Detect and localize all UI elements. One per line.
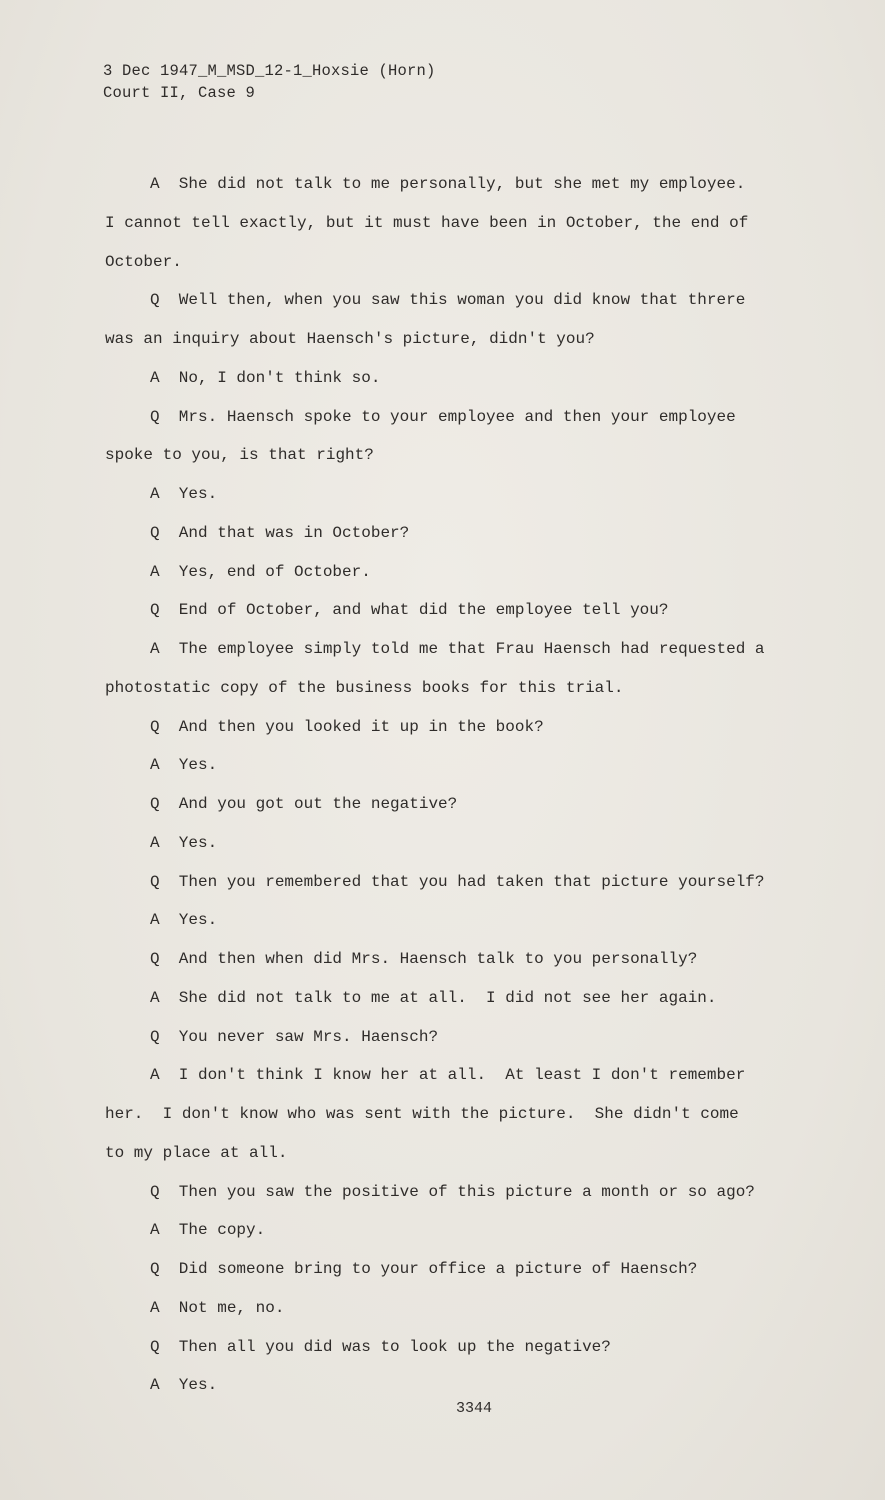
page-number: 3344 [456,1400,493,1417]
transcript-line: to my place at all. [105,1143,288,1162]
transcript-line: Q Then all you did was to look up the negative? [150,1337,611,1356]
header-line-1: 3 Dec 1947_M_MSD_12-1_Hoxsie (Horn) [103,62,436,80]
transcript-line: A No, I don't think so. [150,368,381,387]
transcript-line: A She did not talk to me at all. I did not see her again. [150,988,717,1007]
transcript-line: Q Mrs. Haensch spoke to your employee and then your employee [150,407,736,426]
transcript-line: Q You never saw Mrs. Haensch? [150,1027,439,1046]
transcript-line: I cannot tell exactly, but it must have been in October, the end of [105,213,749,232]
transcript-body [0,172,885,1412]
transcript-line: October. [105,252,182,271]
transcript-line: A I don't think I know her at all. At least I don't remember [150,1066,746,1085]
transcript-line: Q Well then, when you saw this woman you did know that threre [150,291,746,310]
transcript-line: her. I don't know who was sent with the picture. She didn't come [105,1105,739,1123]
transcript-line: A Not me, no. [150,1298,285,1317]
transcript-line: A Yes. [150,1376,218,1395]
transcript-line: Q And that was in October? [150,523,410,542]
transcript-line: A She did not talk to me personally, but she met my employee. [150,175,746,193]
transcript-line: photostatic copy of the business books for this trial. [105,678,624,697]
transcript-line: A Yes, end of October. [150,562,371,581]
transcript-line: Q End of October, and what did the employee tell you? [150,601,669,620]
transcript-line: Q Then you remembered that you had taken that picture yourself? [150,872,765,891]
transcript-line: A The copy. [150,1221,266,1240]
transcript-line: A The employee simply told me that Frau Haensch had requested a [150,640,765,658]
transcript-line: Q Then you saw the positive of this picture a month or so ago? [150,1182,755,1201]
transcript-line: Q Did someone bring to your office a picture of Haensch? [150,1260,698,1278]
transcript-line: Q And then when did Mrs. Haensch talk to you personally? [150,950,698,968]
transcript-line: A Yes. [150,756,218,775]
header-line-2: Court II, Case 9 [103,84,256,102]
transcript-line: Q And you got out the negative? [150,795,458,813]
transcript-line: A Yes. [150,485,218,503]
transcript-line: spoke to you, is that right? [105,446,374,465]
transcript-line: A Yes. [150,911,218,930]
transcript-line: was an inquiry about Haensch's picture, didn't you? [105,330,595,348]
transcript-line: A Yes. [150,833,218,852]
transcript-line: Q And then you looked it up in the book? [150,717,544,736]
